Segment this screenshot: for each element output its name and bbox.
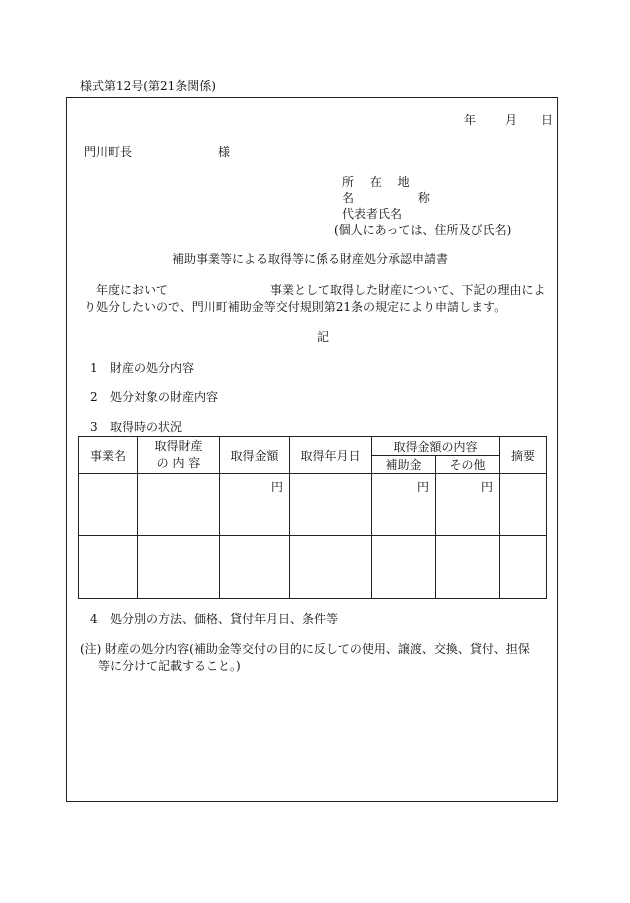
item-text: 処分対象の財産内容	[110, 390, 219, 404]
property-table	[78, 436, 547, 599]
yen-unit: 円	[416, 480, 429, 494]
cell-project[interactable]	[79, 536, 138, 599]
cell-other[interactable]	[436, 474, 500, 536]
header-project: 事業名	[79, 437, 138, 474]
applicant-name-label: 名 称	[342, 191, 460, 205]
cell-subsidy[interactable]	[372, 474, 436, 536]
item-text: 処分別の方法、価格、貸付年月日、条件等	[110, 612, 339, 626]
page-title: 補助事業等による取得等に係る財産処分承認申請書	[172, 252, 449, 266]
cell-date[interactable]	[290, 474, 372, 536]
item-number: 2	[90, 390, 98, 404]
applicant-rep-label: 代表者氏名	[342, 207, 403, 221]
header-date: 取得年月日	[290, 437, 372, 474]
addressee-name: 門川町長	[84, 145, 133, 159]
applicant-rep-field[interactable]	[420, 206, 540, 220]
header-breakdown: 取得金額の内容	[372, 437, 500, 456]
note-line1: (注) 財産の処分内容(補助金等交付の目的に反しての使用、譲渡、交換、貸付、担保	[80, 642, 530, 656]
cell-project[interactable]	[79, 474, 138, 536]
cell-remarks[interactable]	[500, 474, 547, 536]
note-line2: 等に分けて記載すること。)	[98, 659, 241, 673]
header-amount: 取得金額	[220, 437, 290, 474]
applicant-name-field[interactable]	[420, 190, 540, 204]
header-property-line1: 取得財産	[154, 439, 203, 454]
header-remarks: 摘要	[500, 437, 547, 474]
item-text: 取得時の状況	[110, 420, 183, 434]
yen-unit: 円	[481, 480, 494, 494]
header-subsidy: 補助金	[372, 456, 436, 474]
header-other: その他	[436, 456, 500, 474]
header-property-line2: の 内 容	[156, 456, 201, 470]
cell-amount[interactable]	[220, 536, 290, 599]
addressee-honorific: 様	[218, 145, 231, 159]
cell-remarks[interactable]	[500, 536, 547, 599]
cell-date[interactable]	[290, 536, 372, 599]
header-property	[138, 437, 220, 474]
cell-property[interactable]	[138, 474, 220, 536]
body-fiscal-year-prefix: 年度において	[96, 283, 169, 297]
date-year[interactable]: 年	[464, 113, 477, 127]
date-day[interactable]: 日	[541, 113, 554, 127]
date-month[interactable]: 月	[505, 113, 518, 127]
table-row	[79, 474, 547, 536]
item-text: 財産の処分内容	[110, 361, 195, 375]
item-number: 1	[90, 361, 98, 375]
form-number-label: 様式第12号(第21条関係)	[80, 79, 216, 93]
cell-property[interactable]	[138, 536, 220, 599]
yen-unit: 円	[270, 480, 283, 494]
body-project-blank[interactable]	[176, 282, 266, 296]
ki-heading: 記	[317, 330, 330, 344]
cell-other[interactable]	[436, 536, 500, 599]
body-line1-suffix: 事業として取得した財産について、下記の理由によ	[270, 283, 546, 297]
cell-amount[interactable]	[220, 474, 290, 536]
table-row	[79, 536, 547, 599]
item-number: 3	[90, 420, 98, 434]
item-number: 4	[90, 612, 98, 626]
cell-subsidy[interactable]	[372, 536, 436, 599]
applicant-note: (個人にあっては、住所及び氏名)	[334, 223, 512, 237]
applicant-address-label: 所 在 地	[342, 175, 416, 189]
applicant-address-field[interactable]	[420, 174, 540, 188]
body-line2: り処分したいので、門川町補助金等交付規則第21条の規定により申請します。	[84, 300, 507, 314]
